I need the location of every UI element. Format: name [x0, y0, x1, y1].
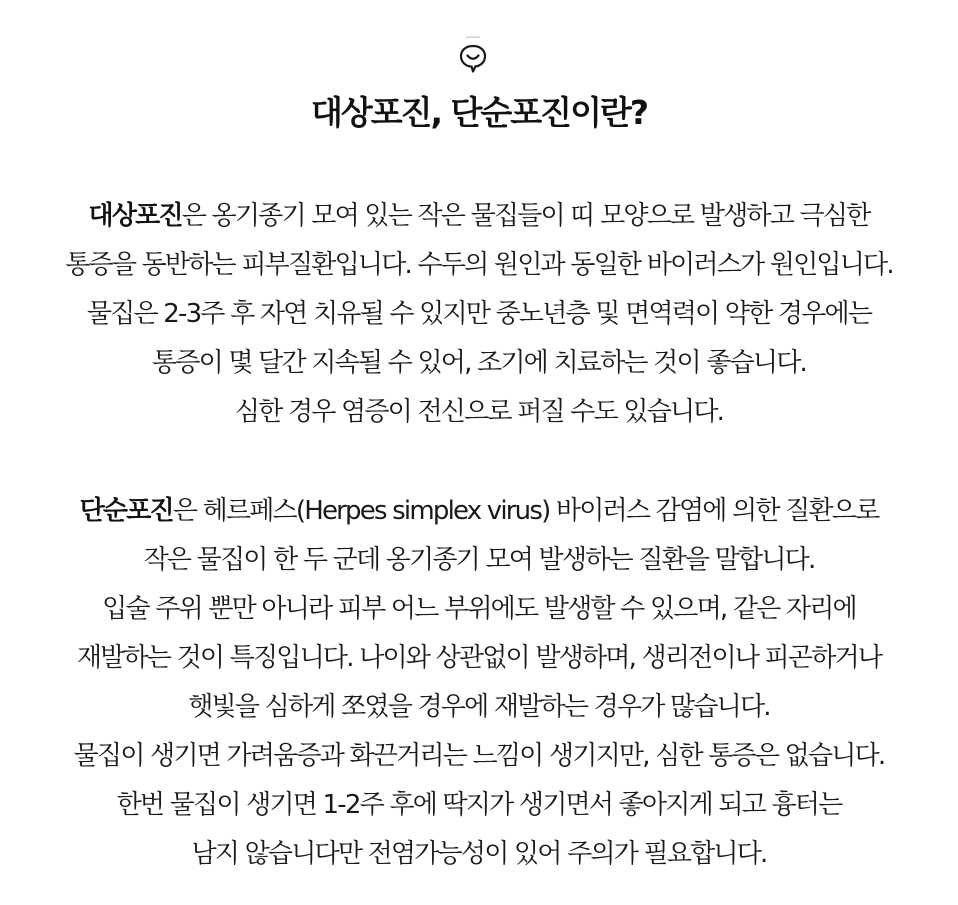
shingles-line-1-text: 은 옹기종기 모여 있는 작은 물집들이 띠 모양으로 발생하고 극심한 — [181, 201, 870, 231]
shingles-paragraph — [0, 192, 958, 437]
shingles-line-2: 통증을 동반하는 피부질환입니다. 수두의 원인과 동일한 바이러스가 원인입니다. — [65, 250, 893, 280]
speech-bubble-smile-icon — [456, 33, 490, 75]
herpes-line-2: 작은 물집이 한 두 군데 옹기종기 모여 발생하는 질환을 말합니다. — [143, 545, 815, 575]
herpes-line-8: 남지 않습니다만 전염가능성이 있어 주의가 필요합니다. — [191, 839, 767, 869]
shingles-line-4: 통증이 몇 달간 지속될 수 있어, 조기에 치료하는 것이 좋습니다. — [151, 348, 806, 378]
herpes-term: 단순포진 — [79, 496, 173, 526]
herpes-line-1 — [0, 487, 958, 536]
herpes-line-3: 입술 주위 뿐만 아니라 피부 어느 부위에도 발생할 수 있으며, 같은 자리에 — [102, 594, 856, 624]
herpes-line-1-text: 은 헤르페스(Herpes simplex virus) 바이러스 감염에 의한 질환으로 — [172, 496, 879, 526]
page-title: 대상포진, 단순포진이란? — [311, 93, 647, 132]
herpes-line-4: 재발하는 것이 특징입니다. 나이와 상관없이 발생하며, 생리전이나 피곤하거나 — [76, 643, 882, 673]
logo-tiny-text: ccccccccc — [466, 35, 480, 39]
herpes-line-6: 물집이 생기면 가려움증과 화끈거리는 느낌이 생기지만, 심한 통증은 없습니다. — [73, 741, 885, 771]
herpes-paragraph — [0, 487, 958, 879]
shingles-line-1 — [0, 192, 958, 241]
shingles-line-5: 심한 경우 염증이 전신으로 퍼질 수도 있습니다. — [234, 397, 724, 427]
shingles-line-3: 물집은 2-3주 후 자연 치유될 수 있지만 중노년층 및 면역력이 약한 경우에는 — [86, 299, 872, 329]
shingles-term: 대상포진 — [88, 201, 182, 231]
herpes-line-7: 한번 물집이 생기면 1-2주 후에 딱지가 생기면서 좋아지게 되고 흉터는 — [116, 790, 842, 820]
herpes-line-5: 햇빛을 심하게 쪼였을 경우에 재발하는 경우가 많습니다. — [188, 692, 770, 722]
